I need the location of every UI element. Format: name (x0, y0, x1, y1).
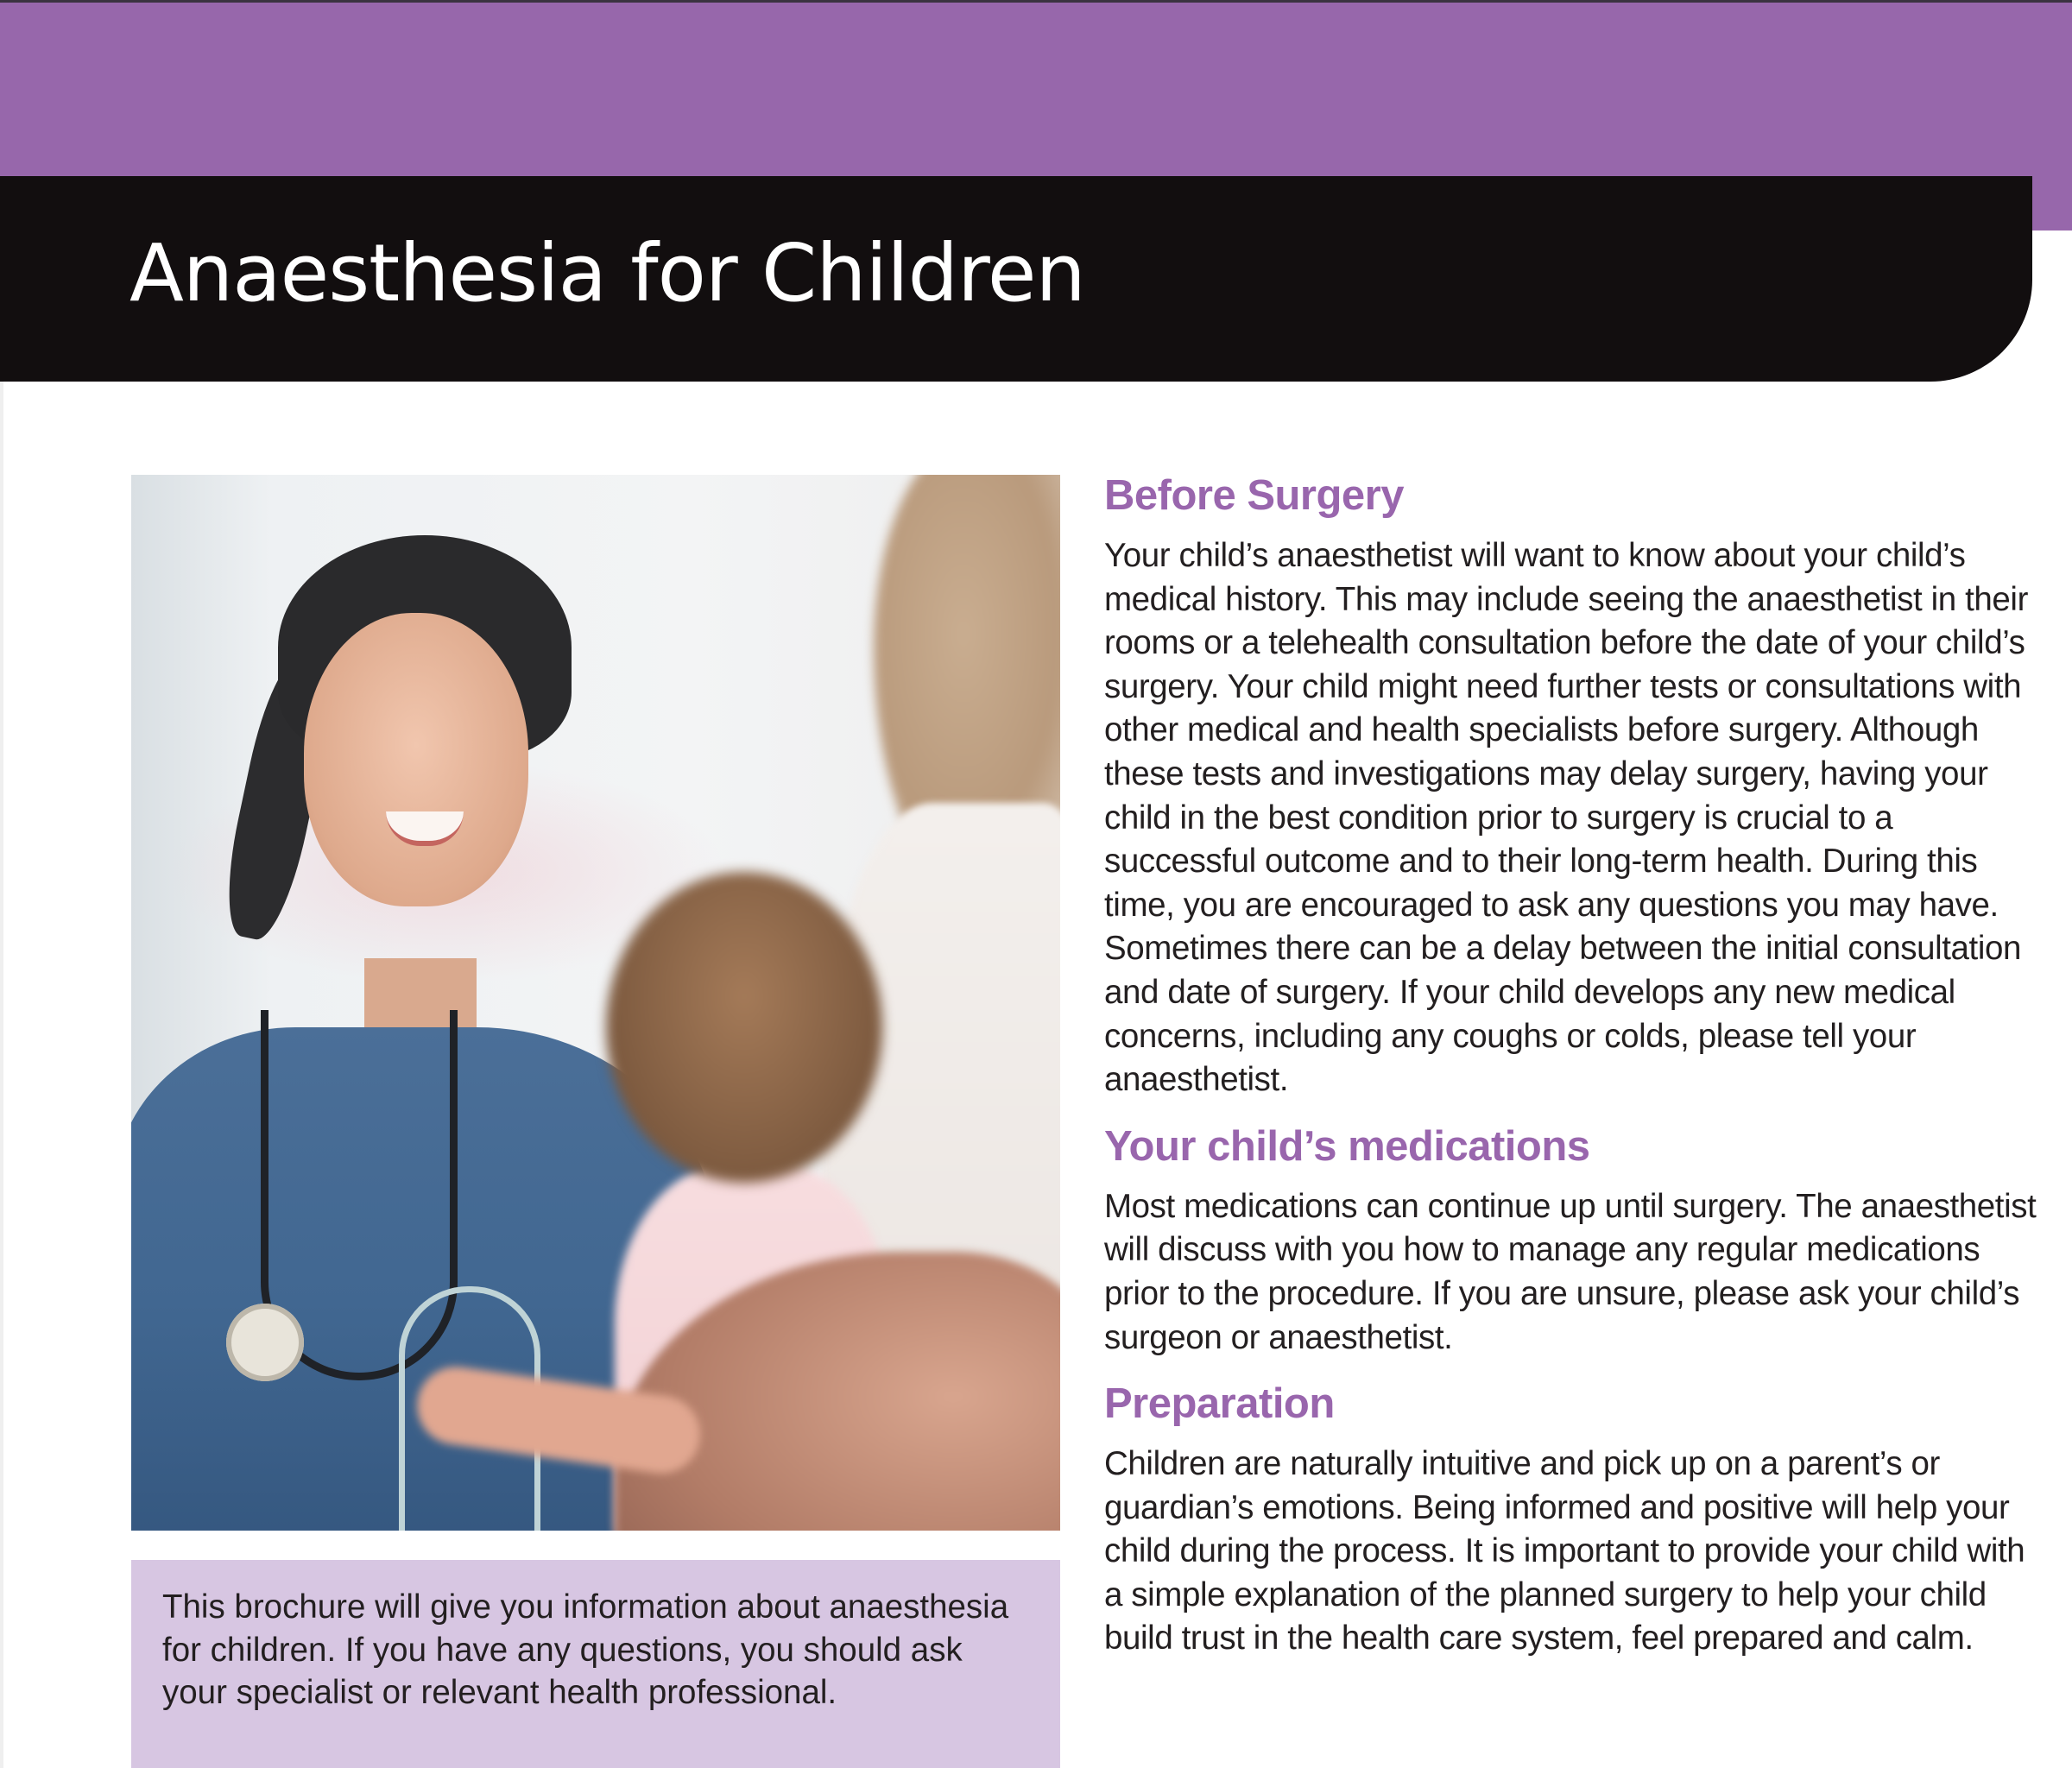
page-left-edge (0, 382, 3, 1768)
section-heading: Preparation (1104, 1380, 1335, 1428)
intro-callout-box (131, 1560, 1060, 1768)
section-heading: Your child’s medications (1104, 1122, 1590, 1170)
section-body: Your child’s anaesthetist will want to know about your child’s medical history. This may include seeing the anaesthetist in their rooms or a telehealth consultation before the date of your child’s surgery. Your child might need further tests or consultations with other medical and health specialists before surgery. Although these tests and investigations may delay surgery, having your child in the best condition prior to surgery is crucial to a successful outcome and to their long-term health. During this time, you are encouraged to ask any questions you may have. Sometimes there can be a delay between the initial consultation and date of surgery. If your child develops any new medical concerns, including any coughs or colds, please tell your anaesthetist. (1104, 537, 2028, 1099)
content-column (1104, 470, 2045, 1661)
section-body: Children are naturally intuitive and pick up on a parent’s or guardian’s emotions. Being informed and positive will help your child during the process. It is important to provide your child with a simple explanation of the planned surgery to help your child build trust in the health care system, feel prepared and calm. (1104, 1445, 2025, 1658)
header-purple-tab (2032, 176, 2072, 230)
section-body: Most medications can continue up until surgery. The anaesthetist will discuss with you how to manage any regular medications prior to the procedure. If you are unsure, please ask your child’s surgeon or anaesthetist. (1104, 1187, 2037, 1356)
photo-child-head (606, 872, 882, 1183)
stethoscope-chestpiece (226, 1304, 304, 1381)
header-purple-band (0, 3, 2072, 176)
photo-nurse-face (304, 613, 528, 906)
section-preparation (1104, 1379, 2045, 1661)
page-title: Anaesthesia for Children (130, 227, 1085, 319)
section-before-surgery (1104, 470, 2045, 1102)
section-heading: Before Surgery (1104, 472, 1405, 519)
hero-photo (131, 475, 1060, 1531)
intro-callout-text: This brochure will give you information about anaesthesia for children. If you have any questions, you should ask your specialist or relevant health professional. (162, 1588, 1009, 1712)
section-medications (1104, 1121, 2045, 1360)
